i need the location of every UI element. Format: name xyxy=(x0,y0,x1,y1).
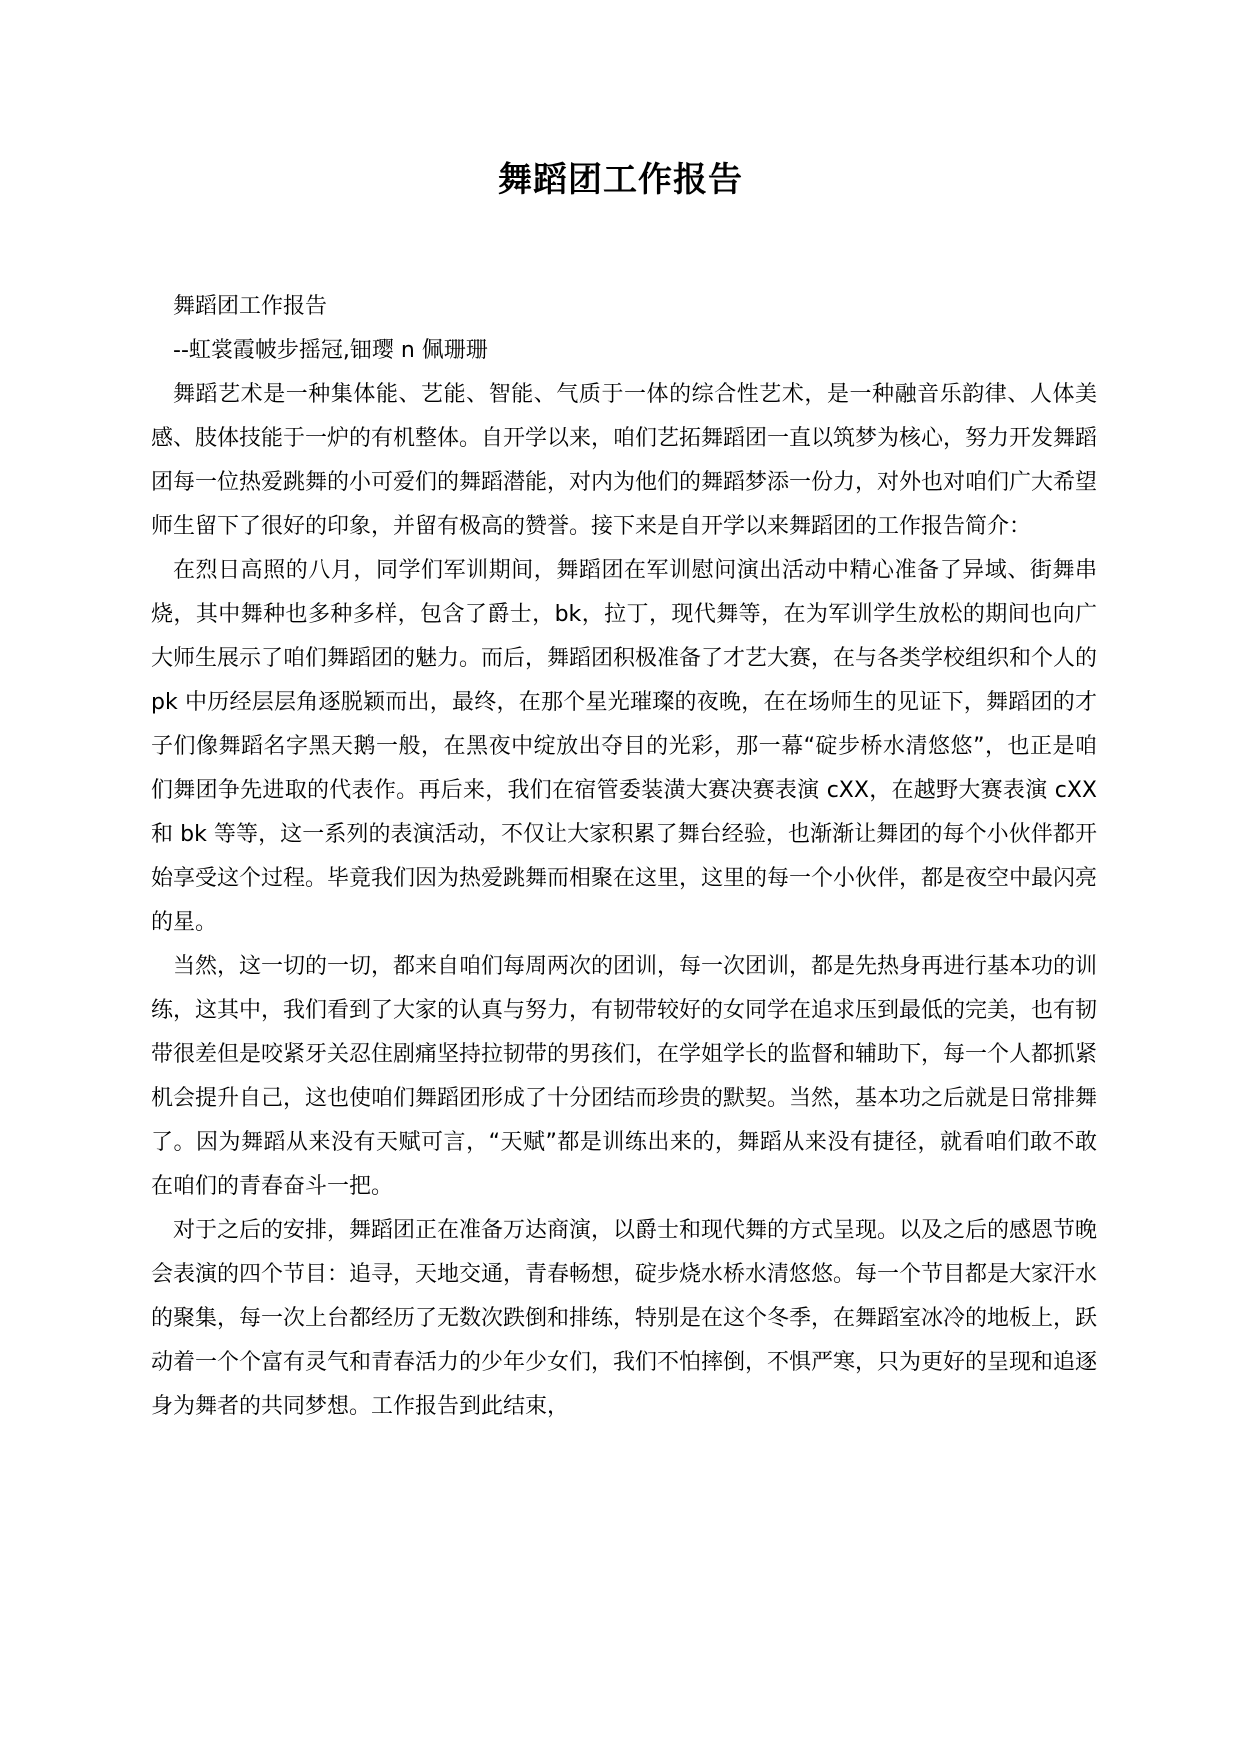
paragraph-activities: 在烈日高照的八月，同学们军训期间，舞蹈团在军训慰问演出活动中精心准备了异域、街舞串烧，其中舞种也多种多样，包含了爵士，bk，拉丁，现代舞等，在为军训学生放松的期间也向广大师生展示了咱们舞蹈团的魅力。而后，舞蹈团积极准备了才艺大赛，在与各类学校组织和个人的 pk 中历经层层角逐脱颖而出，最终，在那个星光璀璨的夜晚，在在场师生的见证下，舞蹈团的才子们像舞蹈名字黑天鹅一般，在黑夜中绽放出夺目的光彩，那一幕“碇步桥水清悠悠”，也正是咱们舞团争先进取的代表作。再后来，我们在宿管委装潢大赛决赛表演 cXX，在越野大赛表演 cXX 和 bk 等等，这一系列的表演活动，不仅让大家积累了舞台经验，也渐渐让舞团的每个小伙伴都开始享受这个过程。毕竟我们因为热爱跳舞而相聚在这里，这里的每一个小伙伴，都是夜空中最闪亮的星。 xyxy=(151,558,1098,935)
document-body xyxy=(151,285,1097,1429)
document-title: 舞蹈团工作报告 xyxy=(498,160,743,200)
paragraph-training: 当然，这一切的一切，都来自咱们每周两次的团训，每一次团训，都是先热身再进行基本功的训练，这其中，我们看到了大家的认真与努力，有韧带较好的女同学在追求压到最低的完美，也有韧带很差但是咬紧牙关忍住剧痛坚持拉韧带的男孩们，在学姐学长的监督和辅助下，每一个人都抓紧机会提升自己，这也使咱们舞蹈团形成了十分团结而珍贵的默契。当然，基本功之后就是日常排舞了。因为舞蹈从来没有天赋可言，“天赋”都是训练出来的，舞蹈从来没有捷径，就看咱们敢不敢在咱们的青春奋斗一把。 xyxy=(151,954,1098,1199)
paragraph-plans: 对于之后的安排，舞蹈团正在准备万达商演，以爵士和现代舞的方式呈现。以及之后的感恩节晚会表演的四个节目：追寻，天地交通，青春畅想，碇步烧水桥水清悠悠。每一个节目都是大家汗水的聚集，每一次上台都经历了无数次跌倒和排练，特别是在这个冬季，在舞蹈室冰冷的地板上，跃动着一个个富有灵气和青春活力的少年少女们，我们不怕摔倒，不惧严寒，只为更好的呈现和追逐身为舞者的共同梦想。工作报告到此结束， xyxy=(151,1218,1098,1419)
document-motto: --虹裳霞帔步摇冠,钿璎 n 佩珊珊 xyxy=(173,338,488,363)
document-subtitle: 舞蹈团工作报告 xyxy=(173,294,328,319)
paragraph-intro: 舞蹈艺术是一种集体能、艺能、智能、气质于一体的综合性艺术，是一种融音乐韵律、人体美感、肢体技能于一炉的有机整体。自开学以来，咱们艺拓舞蹈团一直以筑梦为核心，努力开发舞蹈团每一位热爱跳舞的小可爱们的舞蹈潜能，对内为他们的舞蹈梦添一份力，对外也对咱们广大希望师生留下了很好的印象，并留有极高的赞誉。接下来是自开学以来舞蹈团的工作报告简介： xyxy=(151,382,1098,539)
